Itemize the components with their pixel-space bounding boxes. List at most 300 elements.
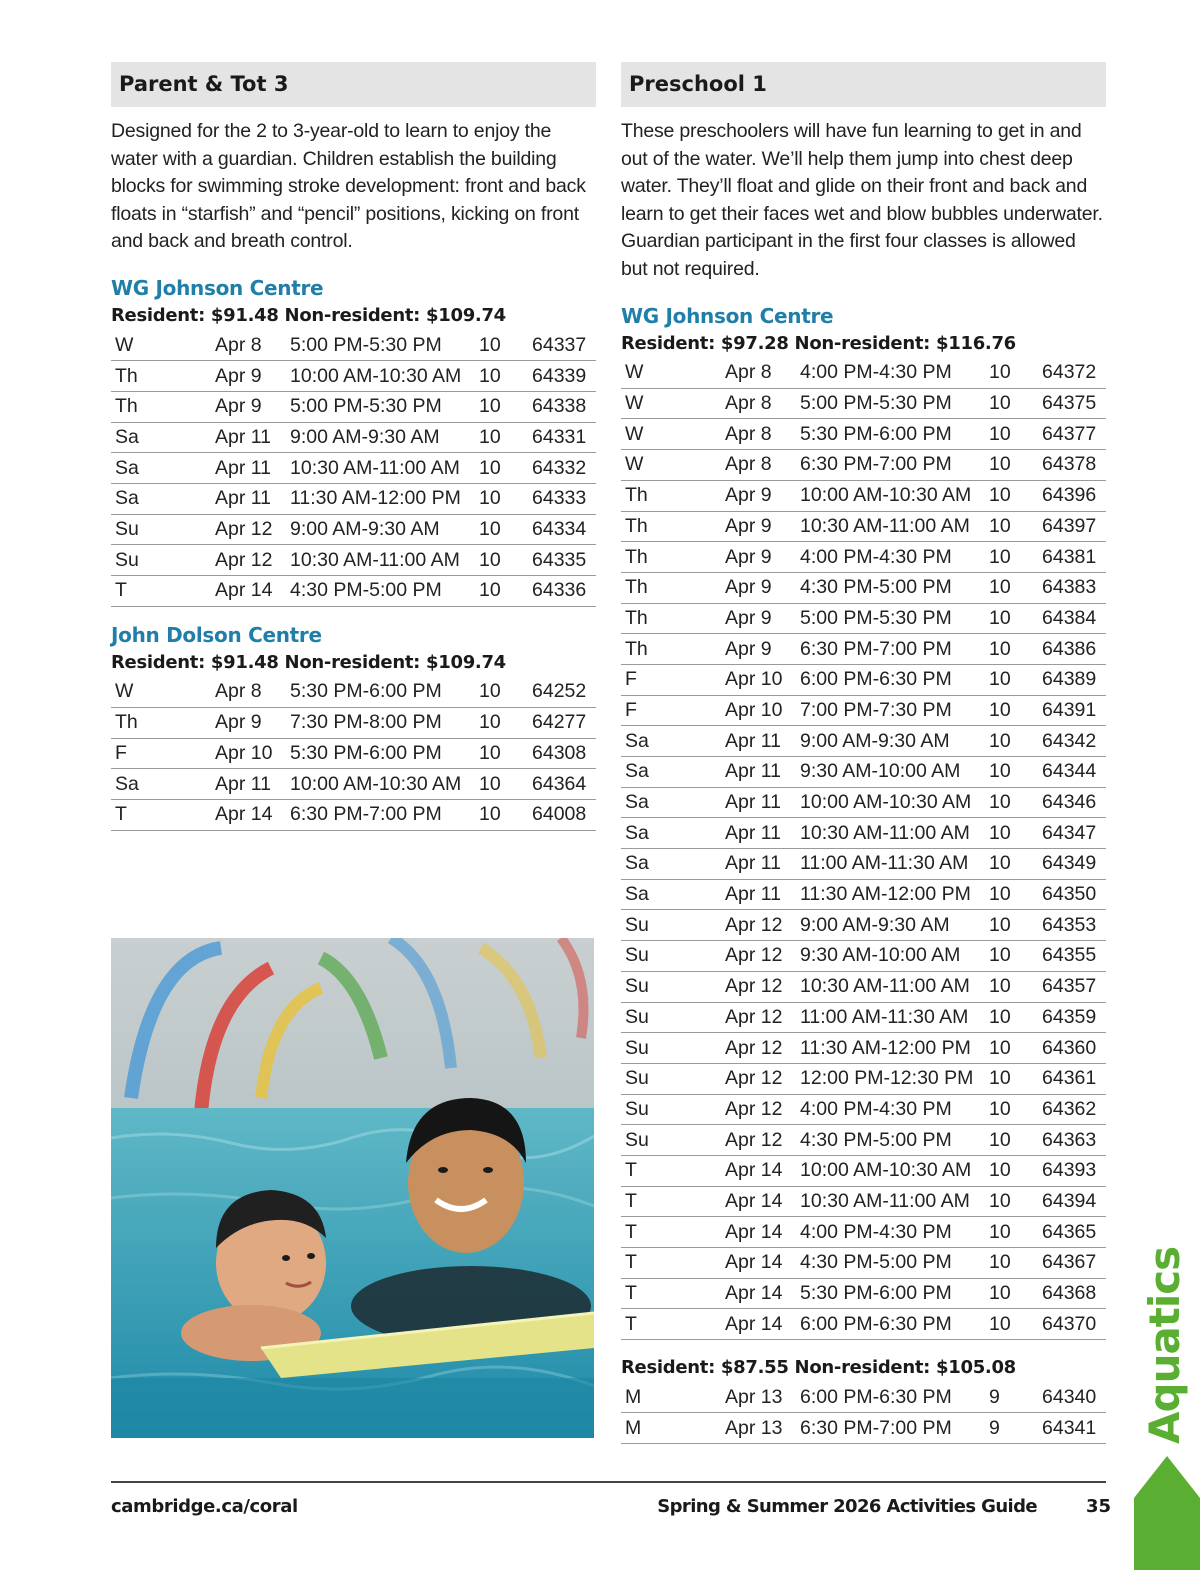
day-cell: T — [621, 1217, 725, 1248]
sessions-cell: 10 — [989, 1033, 1042, 1064]
location-group — [111, 274, 596, 607]
centre-name: WG Johnson Centre — [111, 275, 324, 300]
table-row — [111, 545, 596, 576]
day-cell: Sa — [621, 879, 725, 910]
date-cell: Apr 8 — [725, 358, 800, 389]
table-row — [621, 664, 1106, 695]
day-cell: F — [621, 695, 725, 726]
sessions-cell: 10 — [989, 1155, 1042, 1186]
day-cell: Th — [621, 542, 725, 573]
course-code-cell: 64391 — [1042, 695, 1106, 726]
table-row — [621, 971, 1106, 1002]
schedule-table — [111, 677, 596, 831]
date-cell: Apr 9 — [725, 634, 800, 665]
day-cell: Su — [621, 1033, 725, 1064]
table-row — [111, 575, 596, 606]
sessions-cell: 10 — [989, 879, 1042, 910]
day-cell: W — [621, 419, 725, 450]
date-cell: Apr 12 — [725, 1094, 800, 1125]
time-cell: 10:30 AM-11:00 AM — [800, 818, 989, 849]
sessions-cell: 10 — [479, 422, 532, 453]
table-row — [621, 1033, 1106, 1064]
table-row — [111, 391, 596, 422]
date-cell: Apr 12 — [725, 910, 800, 941]
day-cell: W — [111, 677, 215, 708]
day-cell: T — [621, 1155, 725, 1186]
table-row — [621, 358, 1106, 389]
day-cell: Sa — [621, 849, 725, 880]
time-cell: 4:00 PM-4:30 PM — [800, 358, 989, 389]
day-cell: Th — [111, 361, 215, 392]
course-code-cell: 64378 — [1042, 450, 1106, 481]
course-code-cell: 64363 — [1042, 1125, 1106, 1156]
date-cell: Apr 8 — [215, 677, 290, 708]
date-cell: Apr 9 — [725, 511, 800, 542]
time-cell: 11:30 AM-12:00 PM — [800, 879, 989, 910]
parent-tot-3-section — [111, 62, 596, 831]
sessions-cell: 10 — [989, 480, 1042, 511]
time-cell: 12:00 PM-12:30 PM — [800, 1063, 989, 1094]
sessions-cell: 10 — [989, 542, 1042, 573]
course-code-cell: 64347 — [1042, 818, 1106, 849]
table-row — [111, 330, 596, 361]
price-line: Resident: $97.28 Non-resident: $116.76 — [621, 332, 1016, 354]
day-cell: Su — [621, 1063, 725, 1094]
time-cell: 6:00 PM-6:30 PM — [800, 1309, 989, 1340]
course-code-cell: 64389 — [1042, 664, 1106, 695]
sessions-cell: 10 — [479, 514, 532, 545]
course-code-cell: 64344 — [1042, 757, 1106, 788]
day-cell: T — [621, 1278, 725, 1309]
day-cell: T — [621, 1309, 725, 1340]
time-cell: 4:30 PM-5:00 PM — [800, 1125, 989, 1156]
day-cell: Sa — [621, 757, 725, 788]
sessions-cell: 10 — [989, 1186, 1042, 1217]
time-cell: 5:00 PM-5:30 PM — [290, 330, 479, 361]
sessions-cell: 10 — [989, 910, 1042, 941]
time-cell: 10:00 AM-10:30 AM — [800, 480, 989, 511]
table-row — [621, 1063, 1106, 1094]
day-cell: Su — [621, 1002, 725, 1033]
table-row — [621, 572, 1106, 603]
table-row — [621, 1002, 1106, 1033]
day-cell: Th — [621, 603, 725, 634]
course-code-cell: 64008 — [532, 799, 596, 830]
day-cell: W — [621, 388, 725, 419]
sessions-cell: 10 — [479, 575, 532, 606]
date-cell: Apr 9 — [725, 572, 800, 603]
date-cell: Apr 11 — [215, 453, 290, 484]
table-row — [621, 542, 1106, 573]
table-row — [621, 1125, 1106, 1156]
date-cell: Apr 13 — [725, 1413, 800, 1444]
footer-divider — [111, 1481, 1106, 1483]
time-cell: 5:00 PM-5:30 PM — [290, 391, 479, 422]
sessions-cell: 10 — [989, 757, 1042, 788]
course-code-cell: 64308 — [532, 738, 596, 769]
sessions-cell: 10 — [989, 1094, 1042, 1125]
course-code-cell: 64381 — [1042, 542, 1106, 573]
table-row — [111, 769, 596, 800]
table-row — [621, 419, 1106, 450]
preschool-1-section — [621, 62, 1106, 1444]
sessions-cell: 10 — [989, 1002, 1042, 1033]
day-cell: Su — [111, 545, 215, 576]
table-row — [621, 603, 1106, 634]
price-line: Resident: $87.55 Non-resident: $105.08 — [621, 1357, 1016, 1379]
time-cell: 11:30 AM-12:00 PM — [290, 483, 479, 514]
time-cell: 10:30 AM-11:00 AM — [290, 545, 479, 576]
day-cell: Th — [621, 480, 725, 511]
sessions-cell: 10 — [479, 738, 532, 769]
sessions-cell: 10 — [989, 849, 1042, 880]
course-code-cell: 64361 — [1042, 1063, 1106, 1094]
day-cell: Sa — [111, 769, 215, 800]
table-row — [621, 1217, 1106, 1248]
date-cell: Apr 8 — [725, 388, 800, 419]
table-row — [621, 849, 1106, 880]
sessions-cell: 10 — [989, 511, 1042, 542]
date-cell: Apr 11 — [725, 818, 800, 849]
course-code-cell: 64375 — [1042, 388, 1106, 419]
date-cell: Apr 12 — [215, 545, 290, 576]
time-cell: 4:00 PM-4:30 PM — [800, 1094, 989, 1125]
sessions-cell: 10 — [479, 677, 532, 708]
date-cell: Apr 14 — [725, 1155, 800, 1186]
table-row — [111, 361, 596, 392]
course-code-cell: 64340 — [1042, 1382, 1106, 1413]
section-description: Designed for the 2 to 3-year-old to learn to enjoy the water with a guardian. Children establish the building blocks for swimming stroke development: front and back floats in “starfish” and “pencil” positions, kicking on front and back and breath control. — [111, 120, 586, 253]
course-code-cell: 64394 — [1042, 1186, 1106, 1217]
time-cell: 4:00 PM-4:30 PM — [800, 542, 989, 573]
table-row — [111, 677, 596, 708]
day-cell: Sa — [111, 483, 215, 514]
date-cell: Apr 11 — [725, 787, 800, 818]
date-cell: Apr 10 — [725, 664, 800, 695]
day-cell: Th — [621, 511, 725, 542]
sessions-cell: 10 — [989, 695, 1042, 726]
course-code-cell: 64355 — [1042, 941, 1106, 972]
time-cell: 5:30 PM-6:00 PM — [800, 419, 989, 450]
date-cell: Apr 11 — [725, 879, 800, 910]
time-cell: 10:30 AM-11:00 AM — [800, 1186, 989, 1217]
date-cell: Apr 14 — [725, 1186, 800, 1217]
table-row — [111, 483, 596, 514]
date-cell: Apr 14 — [215, 799, 290, 830]
location-group — [621, 302, 1106, 1341]
table-row — [621, 910, 1106, 941]
date-cell: Apr 12 — [725, 1125, 800, 1156]
sessions-cell: 10 — [989, 358, 1042, 389]
day-cell: Th — [111, 391, 215, 422]
course-code-cell: 64332 — [532, 453, 596, 484]
day-cell: Su — [621, 1094, 725, 1125]
sessions-cell: 10 — [989, 1125, 1042, 1156]
day-cell: T — [111, 799, 215, 830]
sessions-cell: 10 — [989, 603, 1042, 634]
centre-name: John Dolson Centre — [111, 622, 322, 647]
course-code-cell: 64367 — [1042, 1248, 1106, 1279]
day-cell: Th — [111, 707, 215, 738]
table-row — [621, 879, 1106, 910]
date-cell: Apr 12 — [725, 941, 800, 972]
table-row — [111, 707, 596, 738]
table-row — [621, 480, 1106, 511]
course-code-cell: 64386 — [1042, 634, 1106, 665]
date-cell: Apr 12 — [725, 1002, 800, 1033]
time-cell: 5:30 PM-6:00 PM — [290, 738, 479, 769]
footer-website-link[interactable]: cambridge.ca/coral — [111, 1496, 298, 1517]
date-cell: Apr 11 — [725, 849, 800, 880]
course-code-cell: 64377 — [1042, 419, 1106, 450]
time-cell: 9:00 AM-9:30 AM — [290, 422, 479, 453]
time-cell: 7:00 PM-7:30 PM — [800, 695, 989, 726]
sessions-cell: 9 — [989, 1413, 1042, 1444]
time-cell: 10:00 AM-10:30 AM — [800, 1155, 989, 1186]
course-code-cell: 64333 — [532, 483, 596, 514]
date-cell: Apr 9 — [725, 480, 800, 511]
sessions-cell: 10 — [989, 941, 1042, 972]
time-cell: 5:00 PM-5:30 PM — [800, 388, 989, 419]
time-cell: 5:30 PM-6:00 PM — [290, 677, 479, 708]
table-row — [621, 1382, 1106, 1413]
day-cell: Sa — [111, 453, 215, 484]
course-code-cell: 64341 — [1042, 1413, 1106, 1444]
day-cell: Su — [621, 971, 725, 1002]
date-cell: Apr 12 — [725, 971, 800, 1002]
location-group — [621, 1354, 1106, 1444]
day-cell: Su — [621, 941, 725, 972]
table-row — [111, 799, 596, 830]
table-row — [111, 738, 596, 769]
course-code-cell: 64368 — [1042, 1278, 1106, 1309]
section-title: Parent & Tot 3 — [111, 62, 596, 107]
page-number: 35 — [1086, 1496, 1112, 1517]
table-row — [621, 695, 1106, 726]
day-cell: T — [621, 1248, 725, 1279]
date-cell: Apr 10 — [215, 738, 290, 769]
table-row — [621, 1094, 1106, 1125]
time-cell: 5:30 PM-6:00 PM — [800, 1278, 989, 1309]
table-row — [621, 388, 1106, 419]
table-row — [621, 511, 1106, 542]
schedule-table — [111, 330, 596, 607]
schedule-table — [621, 358, 1106, 1341]
date-cell: Apr 9 — [215, 391, 290, 422]
date-cell: Apr 9 — [215, 707, 290, 738]
day-cell: Sa — [621, 787, 725, 818]
sessions-cell: 10 — [989, 1278, 1042, 1309]
time-cell: 6:30 PM-7:00 PM — [290, 799, 479, 830]
date-cell: Apr 12 — [215, 514, 290, 545]
day-cell: M — [621, 1382, 725, 1413]
table-row — [621, 757, 1106, 788]
sessions-cell: 10 — [989, 419, 1042, 450]
sessions-cell: 10 — [989, 450, 1042, 481]
date-cell: Apr 14 — [725, 1278, 800, 1309]
swim-lesson-photo — [111, 938, 594, 1438]
sessions-cell: 10 — [479, 453, 532, 484]
course-code-cell: 64342 — [1042, 726, 1106, 757]
location-group — [111, 621, 596, 831]
schedule-table — [621, 1382, 1106, 1444]
time-cell: 6:30 PM-7:00 PM — [800, 634, 989, 665]
time-cell: 7:30 PM-8:00 PM — [290, 707, 479, 738]
footer-guide-title: Spring & Summer 2026 Activities Guide — [657, 1496, 1037, 1517]
date-cell: Apr 11 — [725, 726, 800, 757]
date-cell: Apr 14 — [725, 1217, 800, 1248]
day-cell: Sa — [111, 422, 215, 453]
course-code-cell: 64336 — [532, 575, 596, 606]
table-row — [621, 941, 1106, 972]
time-cell: 6:30 PM-7:00 PM — [800, 1413, 989, 1444]
time-cell: 4:30 PM-5:00 PM — [290, 575, 479, 606]
day-cell: Sa — [621, 726, 725, 757]
date-cell: Apr 9 — [215, 361, 290, 392]
date-cell: Apr 8 — [215, 330, 290, 361]
date-cell: Apr 11 — [215, 422, 290, 453]
day-cell: Su — [111, 514, 215, 545]
day-cell: Sa — [621, 818, 725, 849]
day-cell: Th — [621, 634, 725, 665]
time-cell: 10:30 AM-11:00 AM — [290, 453, 479, 484]
date-cell: Apr 12 — [725, 1063, 800, 1094]
course-code-cell: 64397 — [1042, 511, 1106, 542]
sessions-cell: 10 — [989, 634, 1042, 665]
sessions-cell: 10 — [479, 707, 532, 738]
time-cell: 5:00 PM-5:30 PM — [800, 603, 989, 634]
table-row — [621, 1186, 1106, 1217]
course-code-cell: 64396 — [1042, 480, 1106, 511]
day-cell: W — [111, 330, 215, 361]
table-row — [621, 634, 1106, 665]
day-cell: Su — [621, 1125, 725, 1156]
table-row — [621, 1413, 1106, 1444]
date-cell: Apr 12 — [725, 1033, 800, 1064]
time-cell: 10:00 AM-10:30 AM — [290, 361, 479, 392]
day-cell: Su — [621, 910, 725, 941]
table-row — [621, 1278, 1106, 1309]
time-cell: 10:00 AM-10:30 AM — [290, 769, 479, 800]
table-row — [111, 514, 596, 545]
sessions-cell: 10 — [479, 483, 532, 514]
course-code-cell: 64337 — [532, 330, 596, 361]
course-code-cell: 64335 — [532, 545, 596, 576]
course-code-cell: 64339 — [532, 361, 596, 392]
sessions-cell: 9 — [989, 1382, 1042, 1413]
table-row — [621, 726, 1106, 757]
sessions-cell: 10 — [989, 1063, 1042, 1094]
date-cell: Apr 9 — [725, 542, 800, 573]
price-line: Resident: $91.48 Non-resident: $109.74 — [111, 304, 506, 326]
table-row — [621, 450, 1106, 481]
day-cell: Th — [621, 572, 725, 603]
time-cell: 9:00 AM-9:30 AM — [800, 910, 989, 941]
table-row — [621, 1155, 1106, 1186]
course-code-cell: 64252 — [532, 677, 596, 708]
day-cell: M — [621, 1413, 725, 1444]
course-code-cell: 64384 — [1042, 603, 1106, 634]
time-cell: 6:00 PM-6:30 PM — [800, 1382, 989, 1413]
price-line: Resident: $91.48 Non-resident: $109.74 — [111, 651, 506, 673]
sessions-cell: 10 — [479, 361, 532, 392]
time-cell: 9:00 AM-9:30 AM — [290, 514, 479, 545]
date-cell: Apr 9 — [725, 603, 800, 634]
time-cell: 11:30 AM-12:00 PM — [800, 1033, 989, 1064]
course-code-cell: 64331 — [532, 422, 596, 453]
time-cell: 9:00 AM-9:30 AM — [800, 726, 989, 757]
time-cell: 9:30 AM-10:00 AM — [800, 757, 989, 788]
time-cell: 4:30 PM-5:00 PM — [800, 572, 989, 603]
course-code-cell: 64334 — [532, 514, 596, 545]
course-code-cell: 64346 — [1042, 787, 1106, 818]
time-cell: 11:00 AM-11:30 AM — [800, 849, 989, 880]
table-row — [111, 453, 596, 484]
course-code-cell: 64359 — [1042, 1002, 1106, 1033]
date-cell: Apr 10 — [725, 695, 800, 726]
sessions-cell: 10 — [989, 664, 1042, 695]
sessions-cell: 10 — [989, 787, 1042, 818]
sessions-cell: 10 — [989, 1248, 1042, 1279]
sessions-cell: 10 — [479, 799, 532, 830]
time-cell: 10:30 AM-11:00 AM — [800, 971, 989, 1002]
course-code-cell: 64350 — [1042, 879, 1106, 910]
time-cell: 10:00 AM-10:30 AM — [800, 787, 989, 818]
course-code-cell: 64370 — [1042, 1309, 1106, 1340]
date-cell: Apr 14 — [215, 575, 290, 606]
sessions-cell: 10 — [479, 769, 532, 800]
date-cell: Apr 13 — [725, 1382, 800, 1413]
time-cell: 6:00 PM-6:30 PM — [800, 664, 989, 695]
section-description: These preschoolers will have fun learning to get in and out of the water. We’ll help them jump into chest deep water. They’ll float and glide on their front and back and learn to get their faces wet and blow bubbles underwater. Guardian participant in the first four classes is allowed but not required. — [621, 120, 1103, 280]
sessions-cell: 10 — [479, 391, 532, 422]
day-cell: W — [621, 358, 725, 389]
aquatics-section-tab[interactable]: Aquatics — [1140, 1246, 1189, 1444]
date-cell: Apr 11 — [215, 769, 290, 800]
course-code-cell: 64364 — [532, 769, 596, 800]
table-row — [111, 422, 596, 453]
sessions-cell: 10 — [989, 388, 1042, 419]
table-row — [621, 1248, 1106, 1279]
course-code-cell: 64360 — [1042, 1033, 1106, 1064]
sessions-cell: 10 — [989, 1309, 1042, 1340]
date-cell: Apr 8 — [725, 419, 800, 450]
table-row — [621, 818, 1106, 849]
time-cell: 11:00 AM-11:30 AM — [800, 1002, 989, 1033]
sessions-cell: 10 — [989, 572, 1042, 603]
course-code-cell: 64365 — [1042, 1217, 1106, 1248]
date-cell: Apr 11 — [725, 757, 800, 788]
sessions-cell: 10 — [479, 330, 532, 361]
sessions-cell: 10 — [479, 545, 532, 576]
time-cell: 6:30 PM-7:00 PM — [800, 450, 989, 481]
course-code-cell: 64372 — [1042, 358, 1106, 389]
sessions-cell: 10 — [989, 726, 1042, 757]
sessions-cell: 10 — [989, 1217, 1042, 1248]
course-code-cell: 64383 — [1042, 572, 1106, 603]
day-cell: T — [621, 1186, 725, 1217]
time-cell: 4:30 PM-5:00 PM — [800, 1248, 989, 1279]
course-code-cell: 64277 — [532, 707, 596, 738]
table-row — [621, 787, 1106, 818]
date-cell: Apr 8 — [725, 450, 800, 481]
date-cell: Apr 11 — [215, 483, 290, 514]
time-cell: 9:30 AM-10:00 AM — [800, 941, 989, 972]
course-code-cell: 64357 — [1042, 971, 1106, 1002]
course-code-cell: 64353 — [1042, 910, 1106, 941]
course-code-cell: 64362 — [1042, 1094, 1106, 1125]
sessions-cell: 10 — [989, 971, 1042, 1002]
